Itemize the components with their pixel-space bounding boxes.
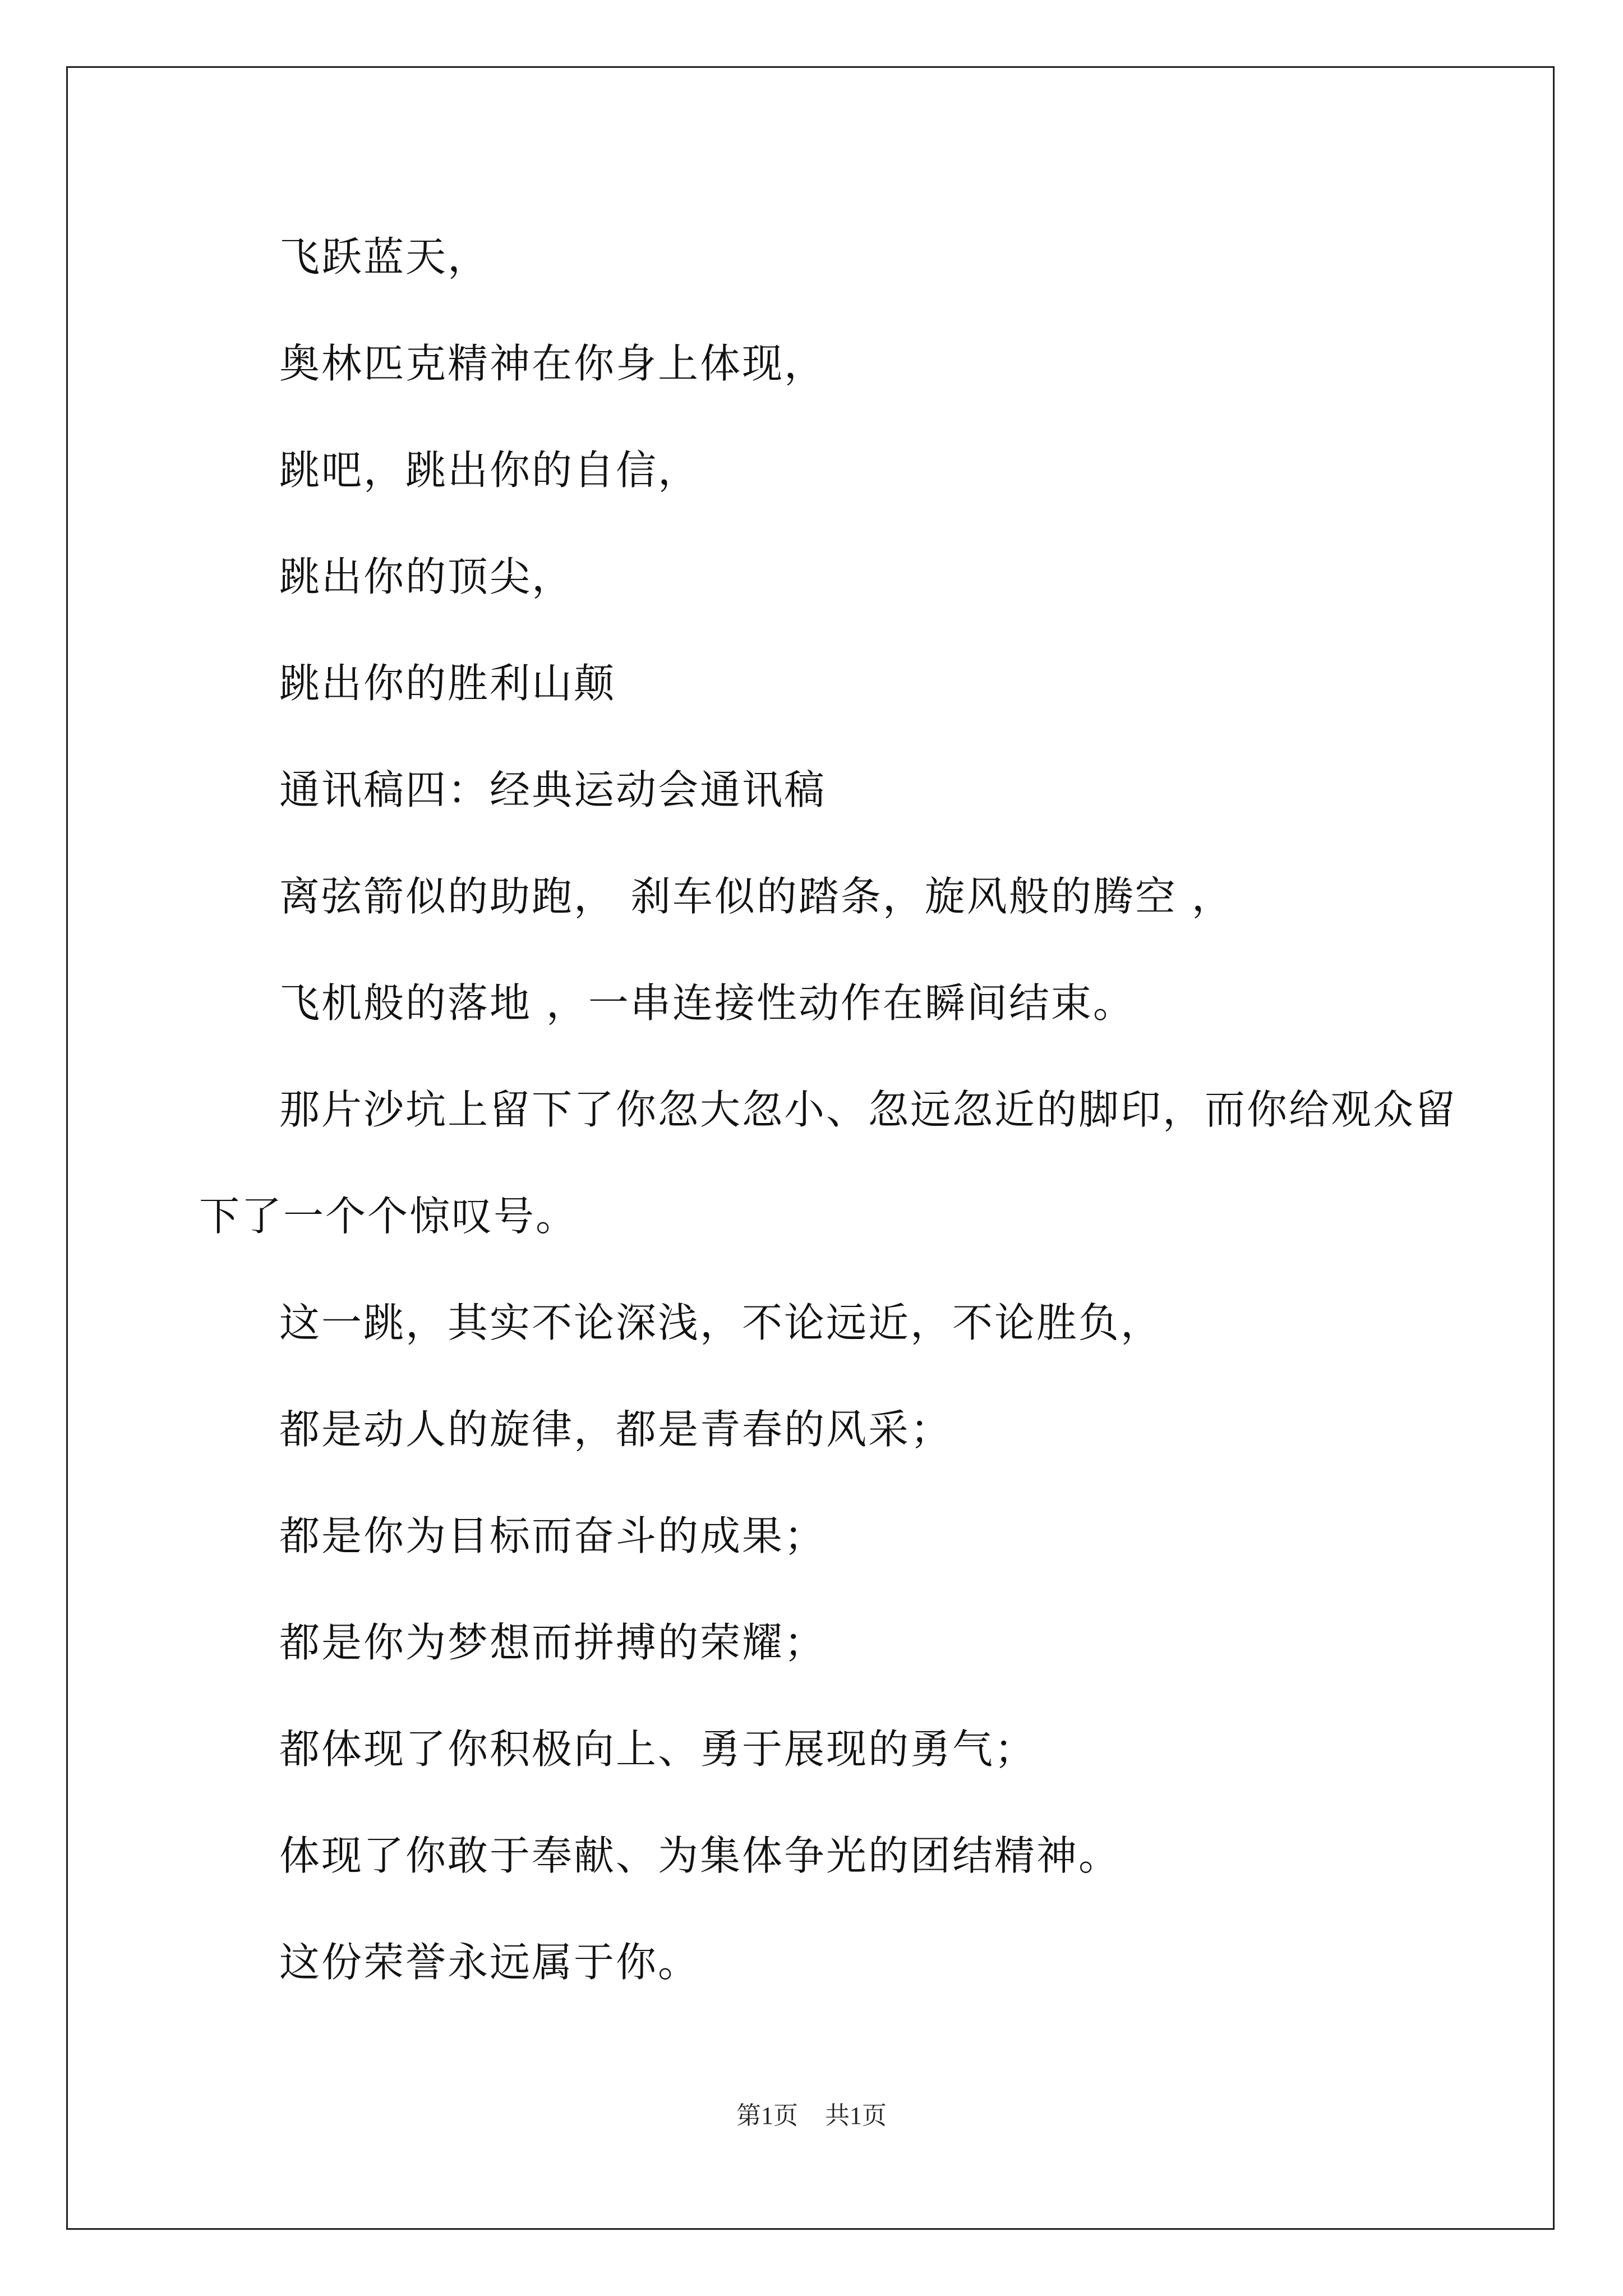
text-line: 奥林匹克精神在你身上体现， [279,340,827,387]
text-line: 下了一个个惊叹号。 [199,1193,578,1240]
page-total: 共1页 [825,2102,887,2129]
text-line: 都体现了你积极向上、勇于展现的勇气； [279,1726,1037,1773]
text-line: 都是你为目标而奋斗的成果； [279,1512,827,1559]
text-line: 离弦箭似的助跑， 刹车似的踏条，旋风般的腾空 ， [279,873,1234,920]
text-line: 体现了你敢于奉献、为集体争光的团结精神。 [279,1832,1121,1879]
section-heading: 通讯稿四：经典运动会通讯稿 [279,766,827,813]
page-number: 第1页 [736,2102,798,2129]
text-line: 这份荣誉永远属于你。 [279,1939,700,1986]
page-footer [0,2099,1623,2133]
text-line: 飞跃蓝天， [279,233,490,280]
text-line: 跳出你的胜利山颠 [279,660,616,707]
text-line: 都是你为梦想而拼搏的荣耀； [279,1619,827,1666]
text-line: 这一跳，其实不论深浅，不论远近，不论胜负， [279,1299,1163,1346]
text-line: 跳出你的顶尖， [279,553,574,600]
text-line: 那片沙坑上留下了你忽大忽小、忽远忽近的脚印，而你给观众留 [279,1086,1458,1133]
text-line: 都是动人的旋律，都是青春的风采； [279,1406,953,1453]
text-line: 跳吧，跳出你的自信， [279,447,700,494]
page-border [66,66,1555,2230]
text-line: 飞机般的落地 ，一串连接性动作在瞬间结束。 [279,979,1135,1027]
